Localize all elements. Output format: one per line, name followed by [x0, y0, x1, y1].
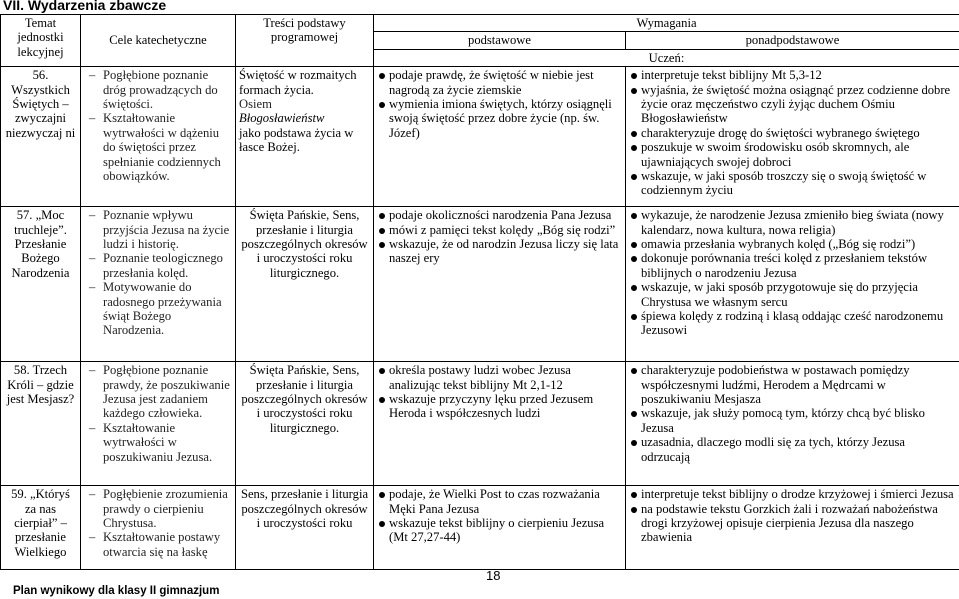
header-topic: Temat jednostki lekcyjnej [1, 15, 81, 67]
extended-item: interpretuje tekst biblijny Mt 5,3-12 [629, 68, 956, 82]
basic-item: wymienia imiona świętych, którzy osiągnęli swoją świętość przez dobre życie (np. św. Józef) [377, 97, 622, 140]
topic-cell: 58. Trzech Króli – gdzie jest Mesjasz? [1, 362, 81, 486]
header-row [1, 15, 959, 32]
topic-cell: 57. „Moc truchleje”. Przesłanie Bożego Narodzenia [1, 207, 81, 362]
extended-item: wykazuje, że narodzenie Jezusa zmieniło bieg świata (nowy kalendarz, nowa kultura, nowa religia) [629, 208, 956, 237]
extended-item: interpretuje tekst biblijny o drodze krzyżowej i śmierci Jezusa [629, 487, 956, 501]
content-cell: Sens, przesłanie i liturgia poszczególnych okresów i uroczystości roku [236, 486, 374, 570]
extended-item: wskazuje, w jaki sposób troszczy się o swoją świętość w codziennym życiu [629, 169, 956, 198]
content-text: Osiem [239, 97, 272, 112]
header-content: Treści podstawy programowej [236, 15, 374, 67]
goals-cell [81, 67, 236, 207]
goals-cell [81, 362, 236, 486]
goal-item: – Motywowanie do radosnego przeżywania świąt Bożego Narodzenia. [84, 280, 232, 338]
extended-item: charakteryzuje drogę do świętości wybranego świętego [629, 126, 956, 140]
basic-item: podaje okoliczności narodzenia Pana Jezusa [377, 208, 622, 222]
extended-item: dokonuje porównania treści kolęd z przesłaniem tekstów biblijnych o narodzeniu Jezusa [629, 251, 956, 280]
topic-cell: 59. „Któryś za nas cierpiał” – przesłanie Wielkiego [1, 486, 81, 570]
table-row [1, 362, 959, 486]
extended-cell [626, 207, 959, 362]
goal-item: – Pogłębione poznanie prawdy, że poszukiwanie Jezusa jest zadaniem każdego człowieka. [84, 363, 232, 421]
extended-item: wyjaśnia, że świętość można osiągnąć przez codzienne dobre życie oraz męczeństwo czyli żyjąc duchem Ośmiu Błogosławieństw [629, 83, 956, 126]
content-cell [236, 67, 374, 207]
basic-item: wskazuje przyczyny lęku przed Jezusem Heroda i współczesnych ludzi [377, 392, 622, 421]
extended-item: wskazuje, jak służy pomocą tym, którzy chcą być blisko Jezusa [629, 406, 956, 435]
basic-cell [374, 67, 626, 207]
extended-cell [626, 67, 959, 207]
goal-item: – Poznanie wpływu przyjścia Jezusa na życie ludzi i historię. [84, 208, 232, 251]
goal-item: – Kształtowanie wytrwałości w poszukiwaniu Jezusa. [84, 421, 232, 464]
content-cell: Święta Pańskie, Sens, przesłanie i liturgia poszczególnych okresów i uroczystości roku liturgicznego. [236, 207, 374, 362]
extended-item: charakteryzuje podobieństwa w postawach pomiędzy współczesnymi ludźmi, Herodem a Mędrcami w poszukiwaniu Mesjasza [629, 363, 956, 406]
header-student: Uczeń: [374, 49, 959, 66]
extended-item: uzasadnia, dlaczego modli się za tych, którzy Jezusa odrzucają [629, 435, 956, 464]
goals-cell [81, 207, 236, 362]
goals-cell [81, 486, 236, 570]
header-basic: podstawowe [374, 32, 626, 49]
table-row [1, 67, 959, 207]
requirements-table [0, 14, 959, 570]
table-row [1, 207, 959, 362]
content-cell: Święta Pańskie, Sens, przesłanie i liturgia poszczególnych okresów i uroczystości roku liturgicznego. [236, 362, 374, 486]
goal-item: – Pogłębienie zrozumienia prawdy o cierpieniu Chrystusa. [84, 487, 232, 530]
content-text: jako podstawa życia w łasce Bożej. [239, 125, 354, 155]
extended-item: na podstawie tekstu Gorzkich żali i rozważań nabożeństwa drogi krzyżowej opisuje cierpienia Jezusa dla naszego zbawienia [629, 502, 956, 545]
header-goals: Cele katechetyczne [81, 15, 236, 67]
page-number: 18 [486, 568, 501, 583]
basic-item: podaje, że Wielki Post to czas rozważania Męki Pana Jezusa [377, 487, 622, 516]
extended-item: wskazuje, w jaki sposób przygotowuje się do przyjęcia Chrystusa we własnym sercu [629, 280, 956, 309]
footer-text: Plan wynikowy dla klasy II gimnazjum [13, 585, 220, 597]
basic-item: podaje prawdę, że świętość w niebie jest nagrodą za życie ziemskie [377, 68, 622, 97]
goal-item: – Pogłębione poznanie dróg prowadzących do świętości. [84, 68, 232, 111]
extended-cell [626, 486, 959, 570]
table-row [1, 486, 959, 570]
topic-cell: 56. Wszystkich Świętych – zwyczajni niezwyczaj ni [1, 67, 81, 207]
extended-cell [626, 362, 959, 486]
section-title: VII. Wydarzenia zbawcze [3, 0, 167, 13]
goal-item: – Kształtowanie wytrwałości w dążeniu do świętości przez spełnianie codziennych obowiązków. [84, 111, 232, 183]
goal-item: – Kształtowanie postawy otwarcia się na łaskę [84, 530, 232, 559]
header-requirements: Wymagania [374, 15, 959, 32]
extended-item: śpiewa kolędy z rodziną i klasą oddając cześć narodzonemu Jezusowi [629, 309, 956, 338]
basic-item: wskazuje, że od narodzin Jezusa liczy się lata naszej ery [377, 237, 622, 266]
header-extended: ponadpodstawowe [626, 32, 959, 49]
basic-cell [374, 207, 626, 362]
basic-cell [374, 486, 626, 570]
basic-cell [374, 362, 626, 486]
extended-item: poszukuje w swoim środowisku osób skromnych, ale ujawniających swojej dobroci [629, 140, 956, 169]
goal-item: – Poznanie teologicznego przesłania kolęd. [84, 251, 232, 280]
basic-item: określa postawy ludzi wobec Jezusa analizując tekst biblijny Mt 2,1-12 [377, 363, 622, 392]
content-text: Błogosławieństw [239, 111, 325, 126]
basic-item: mówi z pamięci tekst kolędy „Bóg się rodzi” [377, 223, 622, 237]
extended-item: omawia przesłania wybranych kolęd („Bóg się rodzi”) [629, 237, 956, 251]
content-text: Świętość w rozmaitych formach życia. [239, 68, 357, 97]
basic-item: wskazuje tekst biblijny o cierpieniu Jezusa (Mt 27,27-44) [377, 516, 622, 545]
